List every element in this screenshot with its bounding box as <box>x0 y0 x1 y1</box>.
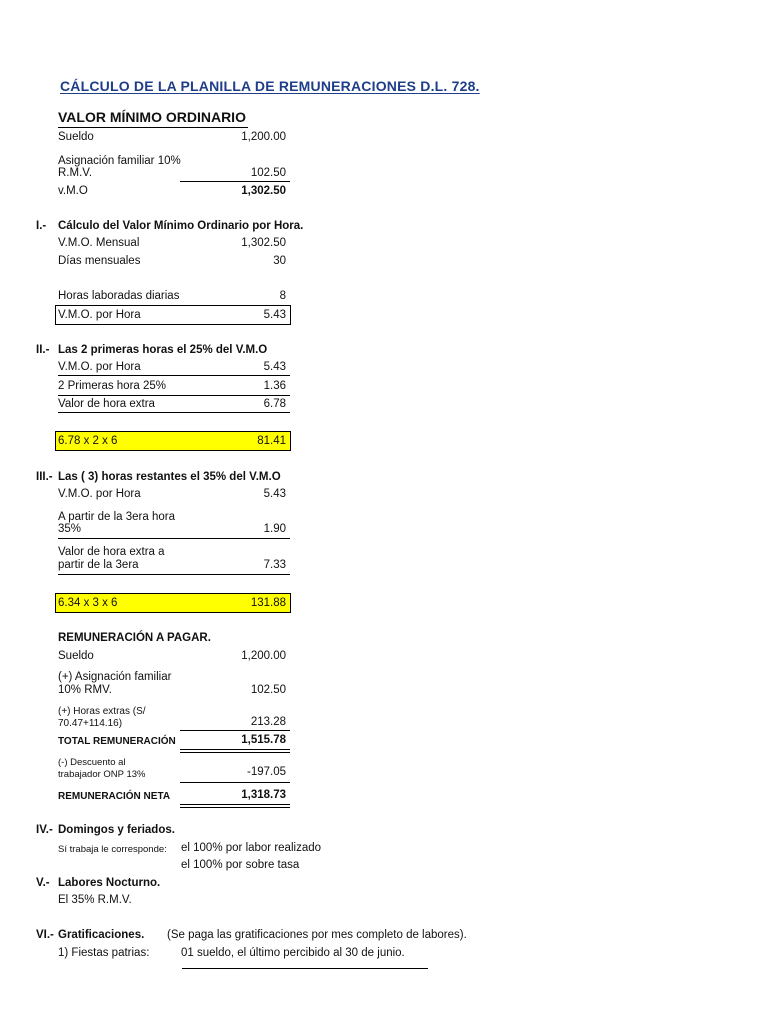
s2-num: II.- <box>36 344 50 356</box>
s4-num: IV.- <box>36 824 53 836</box>
s2-vmo-hora-label: V.M.O. por Hora <box>58 361 141 373</box>
s3-valor-value: 7.33 <box>263 559 286 571</box>
s3-highlight-value: 131.88 <box>250 597 286 609</box>
vmo-heading: VALOR MÍNIMO ORDINARIO <box>58 109 246 125</box>
rem-horas-extras-label: (+) Horas extras (S/ <box>58 706 146 717</box>
rem-descuento-label2: trabajador ONP 13% <box>58 769 146 780</box>
s1-horas-value: 8 <box>279 290 286 302</box>
s2-valor-label: Valor de hora extra <box>58 398 155 410</box>
s3-vmo-hora-label: V.M.O. por Hora <box>58 488 141 500</box>
s6-item-text: 01 sueldo, el último percibido al 30 de junio. <box>181 947 405 959</box>
s5-num: V.- <box>36 877 50 889</box>
s1-num: I.- <box>36 220 47 232</box>
rem-total-double-line-1 <box>180 749 290 750</box>
rem-total-label: TOTAL REMUNERACIÓN <box>58 736 176 747</box>
s3-valor-label: Valor de hora extra a <box>58 546 165 558</box>
vmo-total-label: v.M.O <box>58 185 88 197</box>
s4-heading: Domingos y feriados. <box>58 824 175 836</box>
s2-row-divider-2 <box>58 395 290 396</box>
rem-horas-extras-label2: 70.47+114.16) <box>58 718 123 729</box>
s1-horas-label: Horas laboradas diarias <box>58 290 180 302</box>
rem-descuento-value: -197.05 <box>246 766 286 778</box>
s6-heading: Gratificaciones. <box>58 929 145 941</box>
rem-total-double-line-2 <box>180 752 290 753</box>
s1-dias-value: 30 <box>273 255 286 267</box>
rem-asignacion-label: (+) Asignación familiar <box>58 671 172 683</box>
s3-valor-label2: partir de la 3era <box>58 559 139 571</box>
rem-sueldo-value: 1,200.00 <box>241 650 286 662</box>
s2-highlight-label: 6.78 x 2 x 6 <box>58 435 118 447</box>
vmo-asignacion-label: Asignación familiar 10% <box>58 155 181 167</box>
s2-highlight-value: 81.41 <box>257 435 286 447</box>
s3-apartir-label: A partir de la 3era hora <box>58 511 175 523</box>
vmo-asignacion-value: 102.50 <box>250 167 286 179</box>
s3-vmo-hora-value: 5.43 <box>263 488 286 500</box>
vmo-heading-underline <box>58 127 248 128</box>
s1-vmo-hora-label: V.M.O. por Hora <box>58 309 141 321</box>
s2-heading: Las 2 primeras horas el 25% del V.M.O <box>58 344 268 356</box>
s1-mensual-value: 1,302.50 <box>241 237 286 249</box>
s2-primeras-value: 1.36 <box>263 380 286 392</box>
s4-line2: el 100% por sobre tasa <box>181 859 300 871</box>
vmo-sum-line <box>180 181 290 182</box>
s1-vmo-hora-value: 5.43 <box>263 309 286 321</box>
rem-heading: REMUNERACIÓN A PAGAR. <box>58 632 211 644</box>
rem-asignacion-value: 102.50 <box>250 684 286 696</box>
s1-mensual-label: V.M.O. Mensual <box>58 237 140 249</box>
s2-row-divider-1 <box>58 375 290 376</box>
s3-heading: Las ( 3) horas restantes el 35% del V.M.O <box>58 471 281 483</box>
s3-row-divider-2 <box>58 574 290 575</box>
vmo-asignacion-label2: R.M.V. <box>58 167 93 179</box>
s3-apartir-value: 1.90 <box>263 523 286 535</box>
s1-dias-label: Días mensuales <box>58 255 141 267</box>
s2-valor-value: 6.78 <box>263 398 286 410</box>
page-title: CÁLCULO DE LA PLANILLA DE REMUNERACIONES D.L. 728. <box>60 78 480 94</box>
s6-item-label: 1) Fiestas patrias: <box>58 947 150 959</box>
vmo-sueldo-value: 1,200.00 <box>241 131 286 143</box>
rem-total-value: 1,515.78 <box>241 734 286 746</box>
s6-num: VI.- <box>36 929 54 941</box>
s2-primeras-label: 2 Primeras hora 25% <box>58 380 167 392</box>
s2-vmo-hora-value: 5.43 <box>263 361 286 373</box>
s5-heading: Labores Nocturno. <box>58 877 161 889</box>
s3-row-divider-1 <box>58 538 290 539</box>
rem-neta-line <box>180 782 290 783</box>
vmo-sueldo-label: Sueldo <box>58 131 94 143</box>
rem-sum-line <box>180 730 290 731</box>
s6-note: (Se paga las gratificaciones por mes completo de labores). <box>167 929 467 941</box>
s3-highlight-label: 6.34 x 3 x 6 <box>58 597 118 609</box>
s1-heading: Cálculo del Valor Mínimo Ordinario por Hora. <box>58 220 304 232</box>
rem-neta-double-line-1 <box>180 804 290 805</box>
rem-descuento-label: (-) Descuento al <box>58 757 126 768</box>
s5-text: El 35% R.M.V. <box>58 894 132 906</box>
s4-line1: el 100% por labor realizado <box>181 842 322 854</box>
s6-underline <box>182 968 428 969</box>
s3-num: III.- <box>36 471 53 483</box>
s3-apartir-label2: 35% <box>58 523 82 535</box>
rem-asignacion-label2: 10% RMV. <box>58 684 112 696</box>
s2-row-divider-3 <box>58 412 290 413</box>
rem-neta-value: 1,318.73 <box>241 789 286 801</box>
rem-sueldo-label: Sueldo <box>58 650 94 662</box>
rem-horas-extras-value: 213.28 <box>250 716 286 728</box>
rem-neta-label: REMUNERACIÓN NETA <box>58 791 171 802</box>
rem-neta-double-line-2 <box>180 807 290 808</box>
vmo-total-value: 1,302.50 <box>241 185 286 197</box>
s4-label: Sí trabaja le corresponde: <box>58 844 167 855</box>
